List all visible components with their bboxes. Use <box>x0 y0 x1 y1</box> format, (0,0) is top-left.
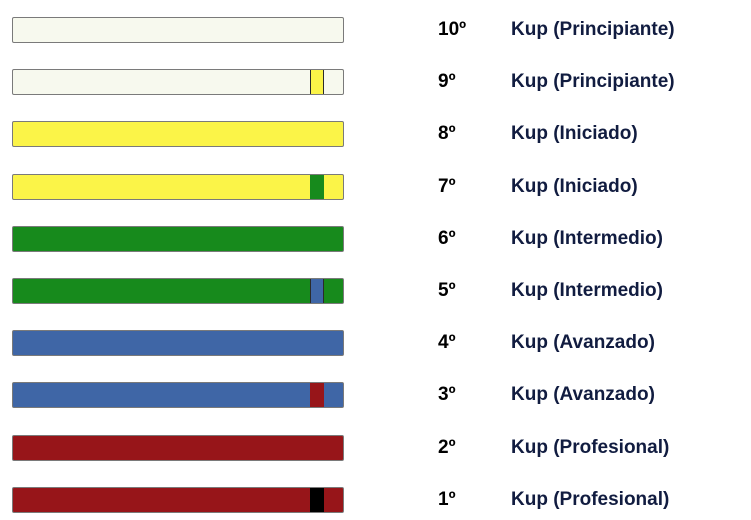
belt-stripe <box>310 383 324 407</box>
belt-stripe <box>310 175 324 199</box>
belt-row <box>0 226 751 254</box>
belt-bar <box>12 382 344 408</box>
rank-label: Kup (Principiante) <box>511 19 675 40</box>
belt-bar <box>12 435 344 461</box>
rank-number: 4º <box>438 332 456 353</box>
belt-row <box>0 174 751 202</box>
belt-stripe <box>310 70 324 94</box>
belt-row <box>0 121 751 149</box>
belt-bar <box>12 174 344 200</box>
rank-label: Kup (Iniciado) <box>511 123 638 144</box>
rank-number: 6º <box>438 228 456 249</box>
rank-label: Kup (Intermedio) <box>511 280 663 301</box>
rank-number: 5º <box>438 280 456 301</box>
rank-number: 7º <box>438 176 456 197</box>
rank-number: 8º <box>438 123 456 144</box>
belt-row <box>0 278 751 306</box>
rank-number: 10º <box>438 19 467 40</box>
rank-label: Kup (Profesional) <box>511 489 670 510</box>
rank-number: 9º <box>438 71 456 92</box>
belt-bar <box>12 278 344 304</box>
rank-number: 3º <box>438 384 456 405</box>
rank-label: Kup (Profesional) <box>511 437 670 458</box>
rank-label: Kup (Avanzado) <box>511 332 655 353</box>
rank-label: Kup (Intermedio) <box>511 228 663 249</box>
belt-bar <box>12 17 344 43</box>
belt-row <box>0 487 751 515</box>
belt-bar <box>12 121 344 147</box>
rank-label: Kup (Principiante) <box>511 71 675 92</box>
belt-row <box>0 17 751 45</box>
rank-label: Kup (Iniciado) <box>511 176 638 197</box>
belt-bar <box>12 69 344 95</box>
belt-bar <box>12 226 344 252</box>
belt-row <box>0 69 751 97</box>
belt-stripe <box>310 279 324 303</box>
belt-bar <box>12 330 344 356</box>
belt-row <box>0 330 751 358</box>
belt-row <box>0 382 751 410</box>
belt-stripe <box>310 488 324 512</box>
rank-label: Kup (Avanzado) <box>511 384 655 405</box>
rank-number: 1º <box>438 489 456 510</box>
belt-row <box>0 435 751 463</box>
rank-number: 2º <box>438 437 456 458</box>
belt-bar <box>12 487 344 513</box>
